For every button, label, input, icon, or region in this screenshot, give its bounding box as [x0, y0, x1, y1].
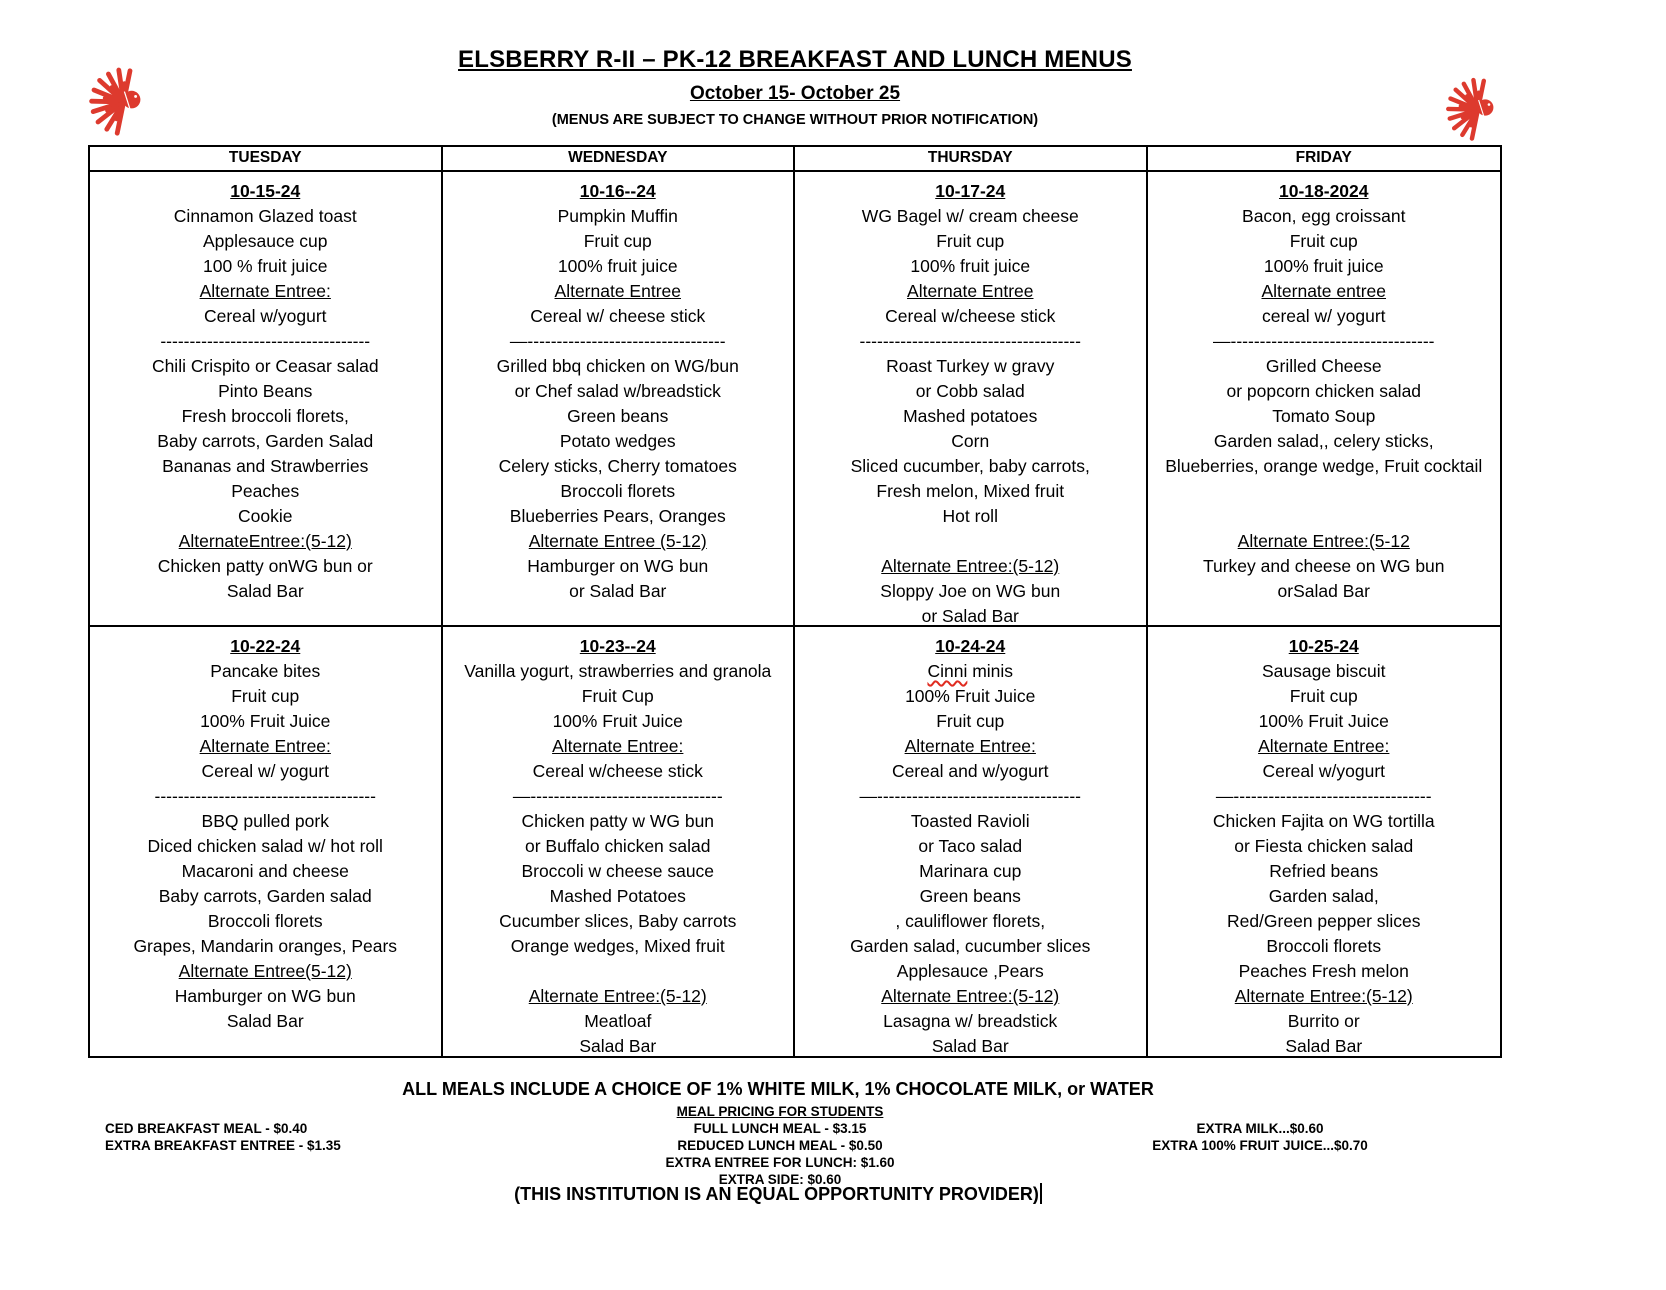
menu-cell-week2-tuesday[interactable]	[90, 627, 443, 1056]
day-header-friday: FRIDAY	[1148, 147, 1501, 172]
alternate-lunch-label: Alternate Entree (5-12)	[528, 531, 707, 551]
breakfast-item: Cinnamon Glazed toast	[173, 206, 357, 226]
alternate-breakfast-item: Cereal w/cheese stick	[532, 761, 703, 781]
breakfast-item: 100% fruit juice	[557, 256, 678, 276]
breakfast-item: 100 % fruit juice	[202, 256, 328, 276]
lunch-item: Orange wedges, Mixed fruit	[510, 936, 725, 956]
lunch-item: Green beans	[567, 406, 669, 426]
lunch-item: Grapes, Mandarin oranges, Pears	[133, 936, 398, 956]
breakfast-item: 100% fruit juice	[1263, 256, 1384, 276]
lunch-pricing-list	[520, 1103, 1040, 1188]
lunch-item: Baby carrots, Garden salad	[158, 886, 372, 906]
text-cursor	[1040, 1183, 1042, 1204]
breakfast-item: 100% Fruit Juice	[200, 711, 331, 731]
alternate-lunch-item: Salad Bar	[931, 1036, 1009, 1056]
alternate-breakfast-item: cereal w/ yogurt	[1261, 306, 1386, 326]
lunch-item: Marinara cup	[919, 861, 1022, 881]
lunch-item: Broccoli florets	[560, 481, 676, 501]
menu-cell-week2-wednesday[interactable]	[443, 627, 796, 1056]
lunch-price-line: REDUCED LUNCH MEAL - $0.50	[677, 1138, 883, 1153]
menu-cell-week2-friday[interactable]	[1148, 627, 1501, 1056]
alternate-lunch-item: or Salad Bar	[921, 606, 1019, 626]
meal-divider: —---------------------------------	[512, 786, 723, 806]
breakfast-item: Fruit cup	[231, 686, 300, 706]
menu-date: 10-18-2024	[1278, 181, 1369, 201]
lunch-item	[1152, 504, 1497, 529]
breakfast-item: WG Bagel w/ cream cheese	[861, 206, 1079, 226]
lunch-item: Garden salad,, celery sticks,	[1213, 431, 1434, 451]
alternate-breakfast-label: Alternate Entree:	[552, 736, 684, 756]
breakfast-item: Fruit Cup	[581, 686, 654, 706]
equal-opportunity-note	[88, 1183, 1468, 1205]
menu-date: 10-25-24	[1288, 636, 1359, 656]
alternate-breakfast-item: Cereal w/ cheese stick	[530, 306, 706, 326]
lunch-item: Diced chicken salad w/ hot roll	[147, 836, 383, 856]
lunch-price-line: EXTRA ENTREE FOR LUNCH: $1.60	[665, 1155, 895, 1170]
alternate-lunch-label: Alternate Entree:(5-12)	[1234, 986, 1413, 1006]
lunch-item: Chicken patty w WG bun	[521, 811, 715, 831]
lunch-item: or Fiesta chicken salad	[1234, 836, 1414, 856]
lunch-item: Grilled Cheese	[1265, 356, 1382, 376]
alternate-breakfast-label: Alternate entree	[1261, 281, 1387, 301]
milk-note: ALL MEALS INCLUDE A CHOICE OF 1% WHITE MILK, 1% CHOCOLATE MILK, or WATER	[402, 1079, 1154, 1099]
meal-divider: —-----------------------------------	[859, 786, 1081, 806]
pricing-title: MEAL PRICING FOR STUDENTS	[676, 1104, 884, 1119]
menu-date: 10-22-24	[230, 636, 301, 656]
alternate-lunch-label: Alternate Entree(5-12)	[178, 961, 352, 981]
alternate-lunch-item: orSalad Bar	[1277, 581, 1370, 601]
alternate-lunch-item: Salad Bar	[226, 581, 304, 601]
lunch-item: Chili Crispito or Ceasar salad	[151, 356, 379, 376]
breakfast-item: Fruit cup	[1289, 231, 1358, 251]
breakfast-item: 100% Fruit Juice	[1258, 711, 1389, 731]
alternate-lunch-item: or Salad Bar	[569, 581, 667, 601]
lunch-item: Garden salad,	[1268, 886, 1379, 906]
breakfast-item: Fruit cup	[1289, 686, 1358, 706]
lunch-item: Cookie	[238, 506, 293, 526]
alternate-lunch-label: AlternateEntree:(5-12)	[178, 531, 352, 551]
alternate-lunch-label: Alternate Entree:(5-12)	[881, 986, 1060, 1006]
lunch-item: Garden salad, cucumber slices	[850, 936, 1091, 956]
breakfast-item: Fruit cup	[936, 711, 1005, 731]
lunch-item: Tomato Soup	[1272, 406, 1376, 426]
lunch-item: Macaroni and cheese	[181, 861, 349, 881]
meal-divider: —----------------------------------	[1215, 786, 1432, 806]
alternate-breakfast-label: Alternate Entree:	[199, 736, 331, 756]
alternate-breakfast-label: Alternate Entree	[554, 281, 681, 301]
lunch-item: Fresh broccoli florets,	[181, 406, 349, 426]
lunch-item: Pinto Beans	[218, 381, 313, 401]
lunch-item	[447, 959, 790, 984]
lunch-item: Roast Turkey w gravy	[886, 356, 1055, 376]
lunch-item: or Buffalo chicken salad	[525, 836, 711, 856]
lunch-item: Hot roll	[942, 506, 998, 526]
lunch-item: Peaches	[231, 481, 300, 501]
alternate-lunch-item: Lasagna w/ breadstick	[883, 1011, 1058, 1031]
lunch-item: or popcorn chicken salad	[1226, 381, 1422, 401]
alternate-breakfast-label: Alternate Entree:	[199, 281, 331, 301]
alternate-lunch-item: Turkey and cheese on WG bun	[1202, 556, 1445, 576]
breakfast-item: Pancake bites	[210, 661, 321, 681]
lunch-item: Peaches Fresh melon	[1238, 961, 1409, 981]
alternate-lunch-item: Meatloaf	[584, 1011, 652, 1031]
lunch-item: or Cobb salad	[915, 381, 1025, 401]
alternate-lunch-item: Sloppy Joe on WG bun	[880, 581, 1061, 601]
lunch-item: Grilled bbq chicken on WG/bun	[496, 356, 739, 376]
meal-divider: --------------------------------------	[154, 786, 376, 806]
breakfast-item: Cinni minis	[927, 661, 1014, 681]
menu-table[interactable]	[88, 145, 1502, 1058]
alternate-lunch-item: Salad Bar	[1285, 1036, 1363, 1056]
alternate-lunch-item: Salad Bar	[579, 1036, 657, 1056]
lunch-price-line: EXTRA SIDE: $0.60	[718, 1172, 842, 1187]
meal-divider: --------------------------------------	[859, 331, 1081, 351]
breakfast-item: Sausage biscuit	[1261, 661, 1386, 681]
breakfast-price-line: EXTRA BREAKFAST ENTREE - $1.35	[105, 1138, 341, 1153]
lunch-item: Baby carrots, Garden Salad	[157, 431, 374, 451]
alternate-breakfast-item: Cereal w/ yogurt	[201, 761, 329, 781]
lunch-item	[799, 529, 1142, 554]
lunch-item: Broccoli florets	[207, 911, 323, 931]
lunch-price-line: FULL LUNCH MEAL - $3.15	[693, 1121, 867, 1136]
lunch-item: Corn	[951, 431, 990, 451]
alternate-breakfast-label: Alternate Entree:	[904, 736, 1036, 756]
alternate-lunch-label: Alternate Entree:(5-12)	[881, 556, 1060, 576]
breakfast-item: Fruit cup	[936, 231, 1005, 251]
alternate-breakfast-item: Cereal w/yogurt	[203, 306, 327, 326]
lunch-item: Broccoli w cheese sauce	[521, 861, 715, 881]
menu-table-body	[90, 172, 1500, 1056]
menu-cell-week2-thursday[interactable]	[795, 627, 1148, 1056]
lunch-item: Refried beans	[1269, 861, 1379, 881]
alternate-breakfast-item: Cereal w/cheese stick	[885, 306, 1056, 326]
menu-date: 10-23--24	[579, 636, 656, 656]
lunch-item: Potato wedges	[559, 431, 676, 451]
lunch-item: Celery sticks, Cherry tomatoes	[498, 456, 737, 476]
lunch-item	[1152, 479, 1497, 504]
breakfast-item: Fruit cup	[583, 231, 652, 251]
lunch-item: Mashed potatoes	[903, 406, 1038, 426]
lunch-item: Applesauce ,Pears	[896, 961, 1044, 981]
breakfast-item: Pumpkin Muffin	[557, 206, 678, 226]
lunch-item: Cucumber slices, Baby carrots	[499, 911, 737, 931]
lunch-item: BBQ pulled pork	[201, 811, 329, 831]
meal-divider: —-----------------------------------	[1213, 331, 1435, 351]
breakfast-item: 100% Fruit Juice	[905, 686, 1036, 706]
menu-date: 10-24-24	[935, 636, 1006, 656]
table-header-row	[90, 147, 1500, 172]
breakfast-pricing-list	[0, 1120, 520, 1188]
alternate-breakfast-item: Cereal w/yogurt	[1262, 761, 1386, 781]
alternate-lunch-item: Chicken patty onWG bun or	[157, 556, 373, 576]
extras-pricing-list	[1040, 1120, 1480, 1188]
breakfast-item: Vanilla yogurt, strawberries and granola	[464, 661, 772, 681]
lunch-item: Toasted Ravioli	[910, 811, 1030, 831]
breakfast-item: Applesauce cup	[202, 231, 328, 251]
alternate-breakfast-label: Alternate Entree	[907, 281, 1034, 301]
menu-date: 10-16--24	[579, 181, 656, 201]
alternate-lunch-item: Burrito or	[1287, 1011, 1360, 1031]
extras-price-line: EXTRA MILK...$0.60	[1196, 1121, 1324, 1136]
day-header-tuesday: TUESDAY	[90, 147, 443, 172]
alternate-lunch-item: Hamburger on WG bun	[174, 986, 356, 1006]
lunch-item: Bananas and Strawberries	[162, 456, 369, 476]
lunch-item: Sliced cucumber, baby carrots,	[850, 456, 1090, 476]
extras-price-line: EXTRA 100% FRUIT JUICE...$0.70	[1152, 1138, 1368, 1153]
day-header-wednesday: WEDNESDAY	[443, 147, 796, 172]
alternate-lunch-label: Alternate Entree:(5-12	[1237, 531, 1410, 551]
breakfast-item: Bacon, egg croissant	[1242, 206, 1406, 226]
menu-cell-week1-wednesday[interactable]	[443, 172, 796, 627]
lunch-item: Mashed Potatoes	[549, 886, 686, 906]
menu-cell-week1-tuesday[interactable]	[90, 172, 443, 627]
lunch-item: Fresh melon, Mixed fruit	[876, 481, 1065, 501]
alternate-lunch-item: Salad Bar	[226, 1011, 304, 1031]
breakfast-item: 100% Fruit Juice	[552, 711, 683, 731]
alternate-breakfast-label: Alternate Entree:	[1258, 736, 1390, 756]
lunch-item: Broccoli florets	[1266, 936, 1382, 956]
lunch-item: Blueberries, orange wedge, Fruit cocktail	[1165, 456, 1483, 476]
lunch-item: Red/Green pepper slices	[1226, 911, 1421, 931]
menu-date-range: October 15- October 25	[689, 83, 901, 104]
menu-date: 10-15-24	[230, 181, 301, 201]
menu-disclaimer: (MENUS ARE SUBJECT TO CHANGE WITHOUT PRIOR NOTIFICATION)	[551, 112, 1039, 128]
alternate-breakfast-item: Cereal and w/yogurt	[891, 761, 1049, 781]
meal-divider: ------------------------------------	[160, 331, 371, 351]
menu-cell-week1-friday[interactable]	[1148, 172, 1501, 627]
lunch-item: Green beans	[919, 886, 1021, 906]
menu-cell-week1-thursday[interactable]	[795, 172, 1148, 627]
breakfast-price-line: CED BREAKFAST MEAL - $0.40	[105, 1121, 308, 1136]
meal-pricing	[0, 1103, 1666, 1188]
lunch-item: Blueberries Pears, Oranges	[509, 506, 726, 526]
misspelled-word: Cinni	[927, 661, 968, 681]
menu-date: 10-17-24	[935, 181, 1006, 201]
lunch-item: or Chef salad w/breadstick	[514, 381, 721, 401]
lunch-item: , cauliflower florets,	[895, 911, 1046, 931]
alternate-lunch-label: Alternate Entree:(5-12)	[528, 986, 707, 1006]
equal-opportunity-text: (THIS INSTITUTION IS AN EQUAL OPPORTUNITY PROVIDER)	[514, 1184, 1039, 1204]
page-title: ELSBERRY R-II – PK-12 BREAKFAST AND LUNCH MENUS	[458, 46, 1132, 73]
lunch-pricing-lines	[520, 1120, 1040, 1188]
lunch-item: Chicken Fajita on WG tortilla	[1212, 811, 1435, 831]
meal-divider: —----------------------------------	[509, 331, 726, 351]
alternate-lunch-item: Hamburger on WG bun	[527, 556, 709, 576]
day-header-thursday: THURSDAY	[795, 147, 1148, 172]
lunch-item: or Taco salad	[918, 836, 1023, 856]
breakfast-item: 100% fruit juice	[910, 256, 1031, 276]
document-header	[88, 46, 1502, 128]
